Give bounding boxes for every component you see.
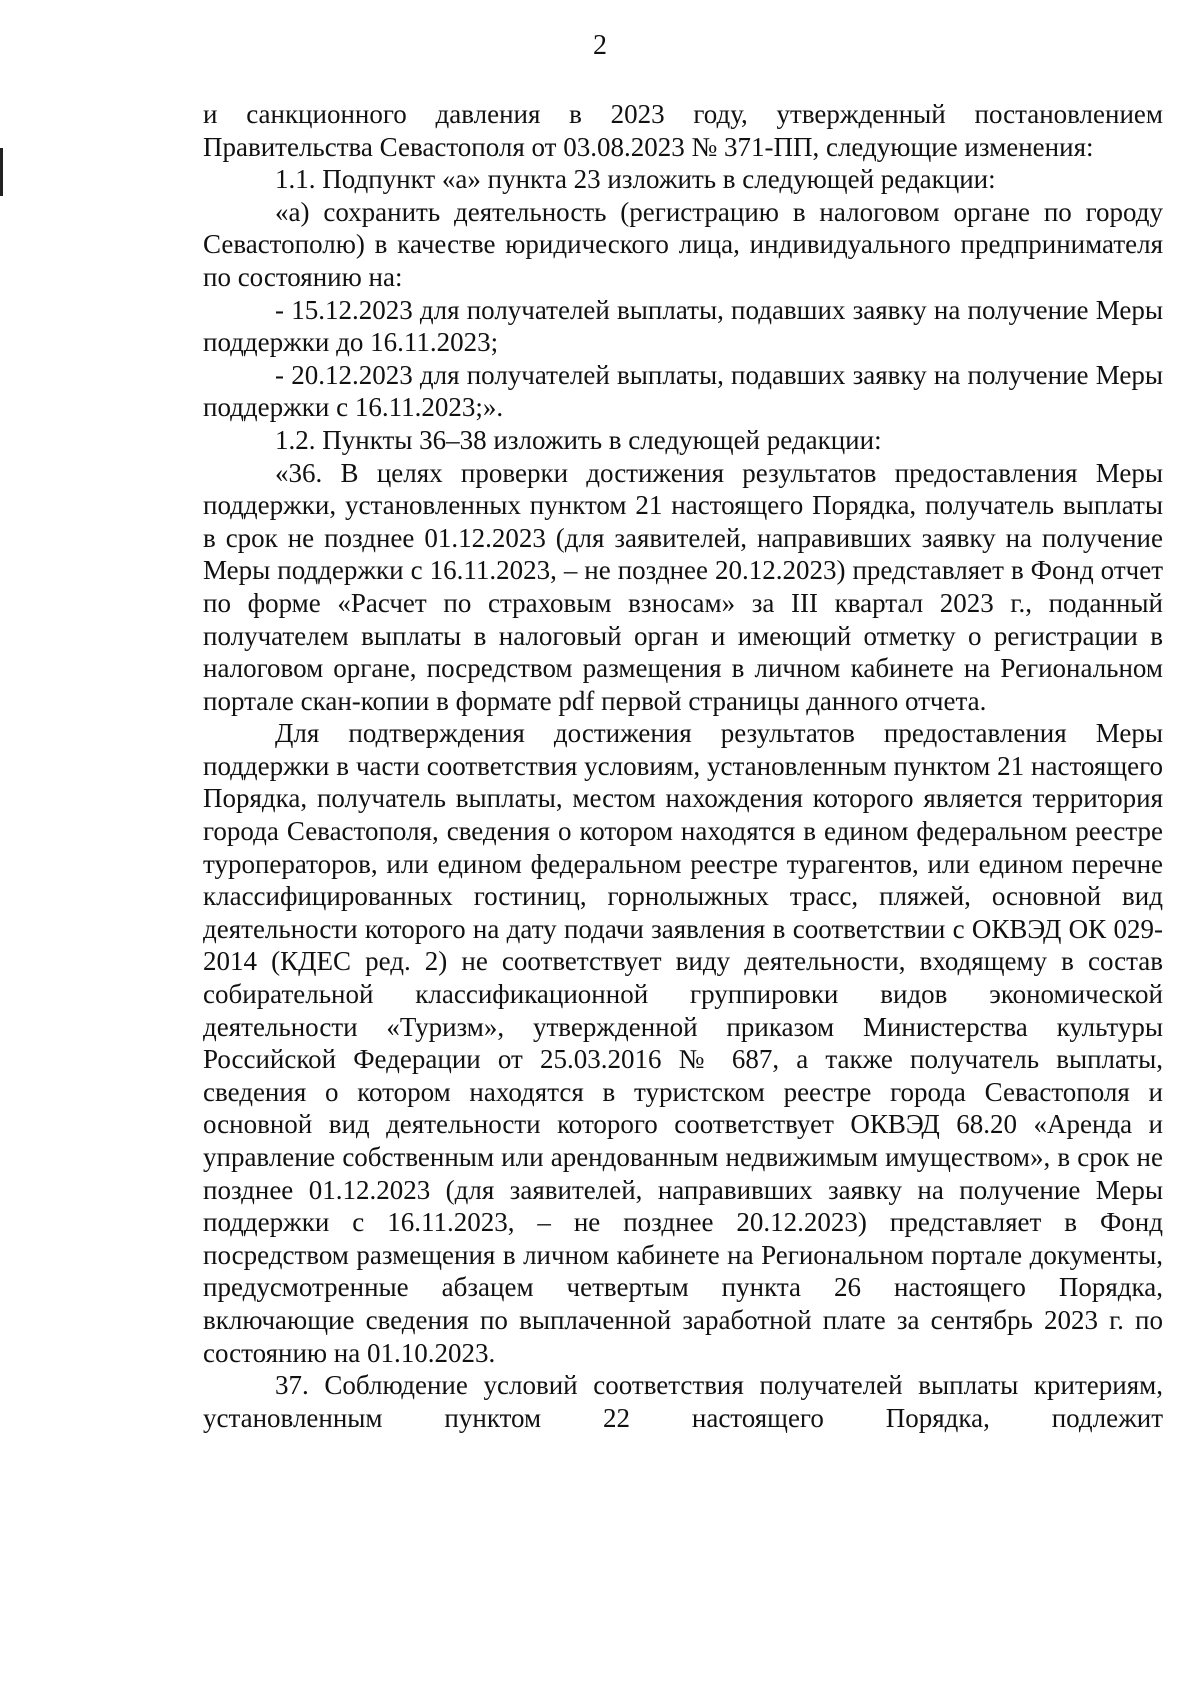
paragraph-item-1-2: 1.2. Пункты 36–38 изложить в следующей редакции: bbox=[275, 424, 882, 455]
scan-margin-mark bbox=[0, 148, 3, 196]
paragraph-point-36: «36. В целях проверки достижения результатов предоставления Меры поддержки, установленных пунктом 21 настоящего Порядка, получатель выплаты в срок не позднее 01.12.2023 (для заявителей, направивших заявку на получение Меры поддержки с 16.11.2023, – не позднее 20.12.2023) представляет в Фонд отчет по форме «Расчет по страховым взносам» за III квартал 2023 г., поданный получателем выплаты в налоговый орган и имеющий отметку о регистрации в налоговом органе, посредством размещения в личном кабинете на Региональном портале скан-копии в формате pdf первой страницы данного отчета. bbox=[203, 457, 1163, 716]
paragraph-intro-continuation: и санкционного давления в 2023 году, утвержденный постановлением Правительства Севастополя от 03.08.2023 № 371-ПП, следующие изменения: bbox=[203, 99, 1163, 162]
document-body bbox=[203, 98, 1163, 1434]
paragraph-subitem-a: «а) сохранить деятельность (регистрацию в налоговом органе по городу Севастополю) в качестве юридического лица, индивидуального предпринимателя по состоянию на: bbox=[203, 196, 1163, 292]
page-number: 2 bbox=[593, 30, 607, 61]
paragraph-date-20-12: - 20.12.2023 для получателей выплаты, подавших заявку на получение Меры поддержки с 16.11.2023;». bbox=[203, 359, 1163, 423]
paragraph-point-37: 37. Соблюдение условий соответствия получателей выплаты критериям, установленным пунктом 22 настоящего Порядка, подлежит bbox=[203, 1370, 1163, 1433]
paragraph-confirmation: Для подтверждения достижения результатов предоставления Меры поддержки в части соответствия условиям, установленным пунктом 21 настоящего Порядка, получатель выплаты, местом нахождения которого является территория города Севастополя, сведения о котором находятся в едином федеральном реестре туроператоров, или едином федеральном реестре турагентов, или едином перечне классифицированных гостиниц, горнолыжных трасс, пляжей, основной вид деятельности которого на дату подачи заявления в соответствии с ОКВЭД ОК 029-2014 (КДЕС ред. 2) не соответствует виду деятельности, входящему в состав собирательной классификационной группировки видов экономической деятельности «Туризм», утвержденной приказом Министерства культуры Российской Федерации от 25.03.2016 № 687, а также получатель выплаты, сведения о котором находятся в туристском реестре города Севастополя и основной вид деятельности которого соответствует ОКВЭД 68.20 «Аренда и управление собственным или арендованным недвижимым имуществом», в срок не позднее 01.12.2023 (для заявителей, направивших заявку на получение Меры поддержки с 16.11.2023, – не позднее 20.12.2023) представляет в Фонд посредством размещения в личном кабинете на Региональном портале документы, предусмотренные абзацем четвертым пункта 26 настоящего Порядка, включающие сведения по выплаченной заработной плате за сентябрь 2023 г. по состоянию на 01.10.2023. bbox=[203, 718, 1163, 1368]
paragraph-item-1-1: 1.1. Подпункт «а» пункта 23 изложить в следующей редакции: bbox=[275, 164, 996, 195]
paragraph-date-15-12: - 15.12.2023 для получателей выплаты, подавших заявку на получение Меры поддержки до 16.11.2023; bbox=[203, 294, 1163, 358]
